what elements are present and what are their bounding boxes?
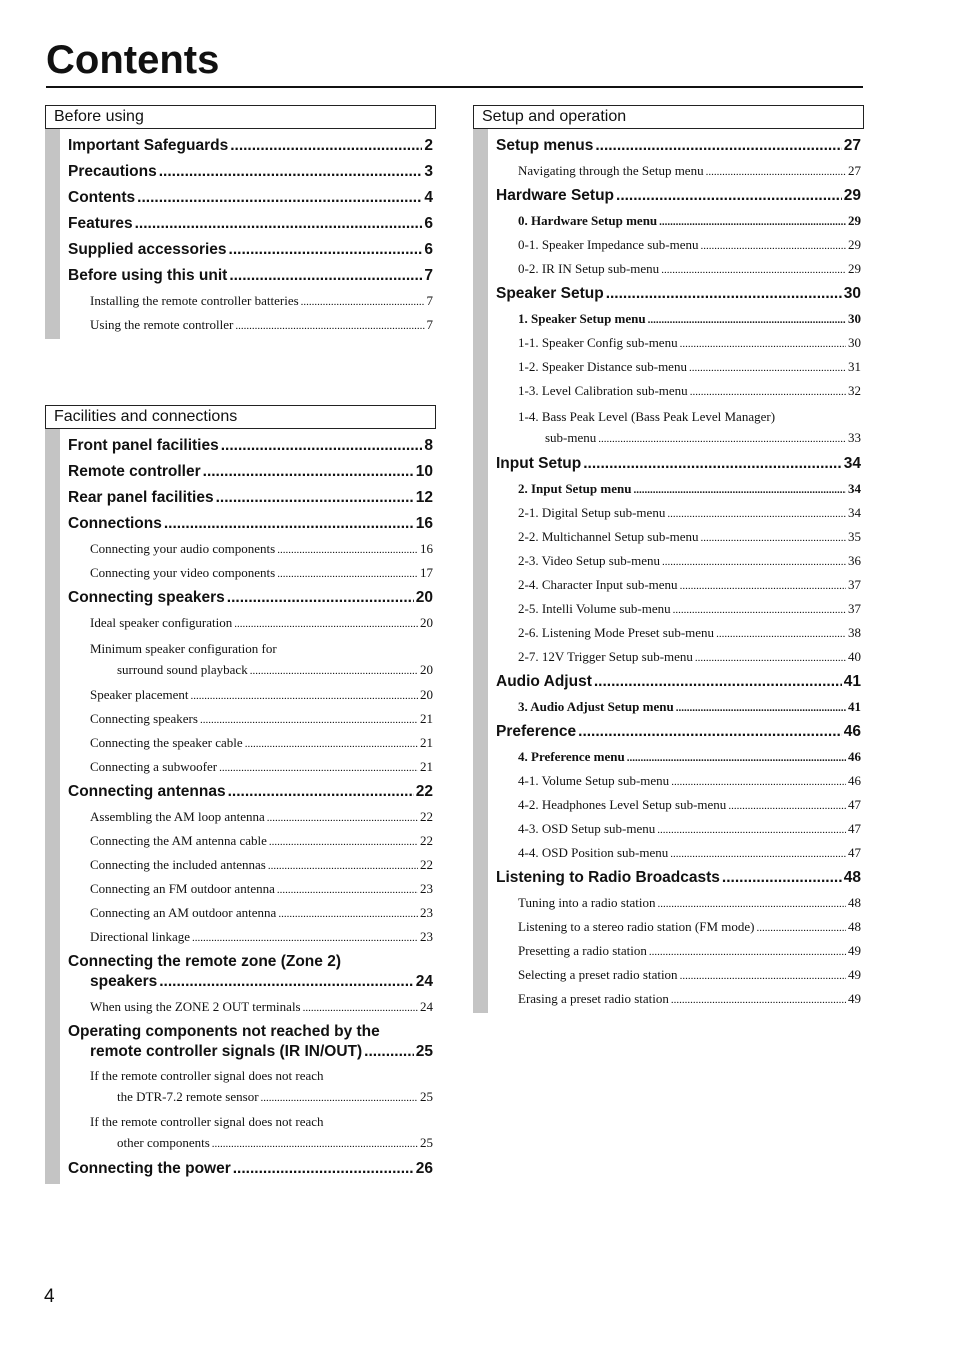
entry-label-line1: Connecting the remote zone (Zone 2) bbox=[68, 953, 341, 970]
toc-subentry-audio-components[interactable] bbox=[68, 537, 433, 561]
entry-label: 2-7. 12V Trigger Setup sub-menu bbox=[518, 649, 693, 664]
leader-dots bbox=[203, 459, 414, 485]
page-ref: 49 bbox=[848, 943, 861, 958]
leader-dots bbox=[191, 684, 418, 707]
toc-subentry-using-remote[interactable] bbox=[68, 313, 433, 337]
leader-dots bbox=[216, 485, 414, 511]
entry-label: Connecting speakers bbox=[90, 711, 198, 726]
entry-label: Input Setup bbox=[496, 455, 582, 472]
toc-entry-connecting-antennas[interactable] bbox=[68, 779, 433, 805]
toc-entry-radio-broadcasts[interactable] bbox=[496, 865, 861, 891]
leader-dots bbox=[301, 290, 425, 313]
entry-label: Connecting the included antennas bbox=[90, 857, 266, 872]
toc-subentry-multichannel-setup[interactable] bbox=[496, 525, 861, 549]
leader-dots bbox=[701, 234, 847, 257]
leader-dots bbox=[219, 756, 418, 779]
leader-dots bbox=[661, 258, 846, 281]
page-ref: 21 bbox=[420, 735, 433, 750]
entry-label-line2: remote controller signals (IR IN/OUT) bbox=[90, 1043, 363, 1060]
toc-entry-speaker-setup[interactable] bbox=[496, 281, 861, 307]
entry-label: Features bbox=[68, 215, 133, 232]
entry-label-line2: the DTR-7.2 remote sensor bbox=[117, 1089, 259, 1104]
leader-dots bbox=[648, 308, 846, 331]
toc-subentry-osd-position[interactable] bbox=[496, 841, 861, 865]
section-header: Facilities and connections bbox=[45, 405, 436, 429]
entry-label: Connecting a subwoofer bbox=[90, 759, 218, 774]
leader-dots bbox=[627, 746, 846, 769]
page-ref: 20 bbox=[420, 662, 433, 677]
toc-subentry-fm-outdoor-antenna[interactable] bbox=[68, 877, 433, 901]
page-ref: 41 bbox=[848, 699, 861, 714]
entry-label: 1-3. Level Calibration sub-menu bbox=[518, 383, 688, 398]
leader-dots bbox=[583, 451, 842, 477]
entry-label-line2: speakers bbox=[90, 973, 158, 990]
page-ref: 23 bbox=[420, 929, 433, 944]
entry-label: 2-5. Intelli Volume sub-menu bbox=[518, 601, 671, 616]
page-ref: 6 bbox=[424, 215, 433, 232]
entry-label: 2-2. Multichannel Setup sub-menu bbox=[518, 529, 699, 544]
leader-dots bbox=[671, 770, 846, 793]
entry-label: 1. Speaker Setup menu bbox=[518, 311, 646, 326]
toc-subentry-stereo-radio[interactable] bbox=[496, 915, 861, 939]
page-ref: 29 bbox=[848, 261, 861, 276]
entry-label-line2: sub-menu bbox=[545, 430, 597, 445]
leader-dots bbox=[233, 1156, 414, 1182]
entry-label: 1-1. Speaker Config sub-menu bbox=[518, 335, 678, 350]
page-ref: 47 bbox=[848, 797, 861, 812]
page-ref: 25 bbox=[420, 1089, 433, 1104]
page-ref: 21 bbox=[420, 711, 433, 726]
page-ref: 40 bbox=[848, 649, 861, 664]
page-ref: 3 bbox=[424, 163, 433, 180]
section-body bbox=[473, 129, 864, 1013]
toc-subentry-am-loop-antenna[interactable] bbox=[68, 805, 433, 829]
page-ref: 47 bbox=[848, 821, 861, 836]
entry-label: 4. Preference menu bbox=[518, 749, 625, 764]
toc-subentry-listening-mode-preset[interactable] bbox=[496, 621, 861, 645]
page-ref: 21 bbox=[420, 759, 433, 774]
entry-label: Speaker Setup bbox=[496, 285, 604, 302]
toc-subentry-input-setup-menu[interactable] bbox=[496, 477, 861, 501]
page-ref: 48 bbox=[848, 919, 861, 934]
leader-dots bbox=[229, 263, 422, 289]
toc-subentry-osd-setup[interactable] bbox=[496, 817, 861, 841]
title-divider bbox=[46, 86, 863, 88]
page-ref: 23 bbox=[420, 905, 433, 920]
leader-dots bbox=[706, 160, 846, 183]
page-ref: 30 bbox=[848, 311, 861, 326]
entry-label-line2: surround sound playback bbox=[117, 662, 248, 677]
page-ref: 48 bbox=[843, 869, 861, 886]
leader-dots bbox=[680, 964, 846, 987]
entry-label: 3. Audio Adjust Setup menu bbox=[518, 699, 674, 714]
page-ref: 22 bbox=[420, 857, 433, 872]
entry-label: 2-1. Digital Setup sub-menu bbox=[518, 505, 666, 520]
entry-label: Important Safeguards bbox=[68, 137, 229, 154]
entry-label: Precautions bbox=[68, 163, 157, 180]
entry-label: Directional linkage bbox=[90, 929, 190, 944]
leader-dots bbox=[594, 669, 842, 695]
leader-dots bbox=[164, 511, 414, 537]
section-body bbox=[45, 129, 436, 339]
entry-label: When using the ZONE 2 OUT terminals bbox=[90, 999, 301, 1014]
entry-label: Connecting speakers bbox=[68, 589, 225, 606]
page-ref: 16 bbox=[420, 541, 433, 556]
leader-dots bbox=[689, 356, 846, 379]
entry-label: Connecting an FM outdoor antenna bbox=[90, 881, 275, 896]
entry-label: Navigating through the Setup menu bbox=[518, 163, 704, 178]
entry-label: Listening to Radio Broadcasts bbox=[496, 869, 720, 886]
page-ref: 48 bbox=[848, 895, 861, 910]
toc-subentry-navigating-setup[interactable] bbox=[496, 159, 861, 183]
toc-subentry-video-setup[interactable] bbox=[496, 549, 861, 573]
leader-dots bbox=[616, 183, 842, 209]
page-ref: 4 bbox=[424, 189, 433, 206]
toc-entry-hardware-setup[interactable] bbox=[496, 183, 861, 209]
toc-subentry-other-components[interactable] bbox=[68, 1111, 433, 1154]
page-ref: 37 bbox=[848, 601, 861, 616]
entry-label-line1: Operating components not reached by the bbox=[68, 1023, 380, 1040]
toc-subentry-bass-peak-level[interactable] bbox=[496, 406, 861, 449]
page-ref: 36 bbox=[848, 553, 861, 568]
entry-label: Preference bbox=[496, 723, 577, 740]
page-ref: 20 bbox=[420, 615, 433, 630]
toc-entry-before-using-this-unit[interactable] bbox=[68, 263, 433, 289]
entry-label: Connecting the AM antenna cable bbox=[90, 833, 267, 848]
leader-dots bbox=[135, 211, 423, 237]
toc-entry-connections[interactable] bbox=[68, 511, 433, 537]
leader-dots bbox=[245, 732, 418, 755]
entry-label: Contents bbox=[68, 189, 136, 206]
page-ref: 26 bbox=[415, 1160, 433, 1177]
page-ref: 30 bbox=[848, 335, 861, 350]
page-ref: 7 bbox=[426, 317, 433, 332]
leader-dots bbox=[277, 878, 418, 901]
page-ref: 24 bbox=[420, 999, 433, 1014]
leader-dots bbox=[722, 865, 842, 891]
entry-label: Audio Adjust bbox=[496, 673, 592, 690]
entry-label: Listening to a stereo radio station (FM mode) bbox=[518, 919, 755, 934]
entry-label-line1: If the remote controller signal does not reach bbox=[90, 1114, 324, 1129]
entry-label: Presetting a radio station bbox=[518, 943, 647, 958]
leader-dots bbox=[250, 660, 418, 681]
leader-dots bbox=[673, 598, 846, 621]
toc-subentry-speaker-distance[interactable] bbox=[496, 355, 861, 379]
toc-subentry-directional-linkage[interactable] bbox=[68, 925, 433, 949]
leader-dots bbox=[657, 818, 846, 841]
toc-subentry-am-outdoor-antenna[interactable] bbox=[68, 901, 433, 925]
leader-dots bbox=[303, 996, 418, 1019]
toc-subentry-ir-in-setup[interactable] bbox=[496, 257, 861, 281]
entry-label-line1: If the remote controller signal does not reach bbox=[90, 1068, 324, 1083]
toc-subentry-volume-setup[interactable] bbox=[496, 769, 861, 793]
section-facilities bbox=[45, 405, 436, 1184]
page-ref: 10 bbox=[415, 463, 433, 480]
page-ref: 22 bbox=[415, 783, 433, 800]
toc-entry-ir-in-out[interactable] bbox=[68, 1022, 433, 1062]
toc-subentry-connecting-speakers[interactable] bbox=[68, 707, 433, 731]
section-setup-operation bbox=[473, 105, 864, 1013]
toc-entry-precautions[interactable] bbox=[68, 159, 433, 185]
page-ref: 7 bbox=[426, 293, 433, 308]
leader-dots bbox=[695, 646, 846, 669]
page-ref: 7 bbox=[424, 267, 433, 284]
page-ref: 12 bbox=[415, 489, 433, 506]
leader-dots bbox=[657, 892, 846, 915]
leader-dots bbox=[277, 538, 418, 561]
toc-subentry-character-input[interactable] bbox=[496, 573, 861, 597]
page-ref: 22 bbox=[420, 833, 433, 848]
leader-dots bbox=[690, 380, 846, 403]
page-ref: 29 bbox=[848, 237, 861, 252]
entry-label: Tuning into a radio station bbox=[518, 895, 656, 910]
entry-label: Rear panel facilities bbox=[68, 489, 214, 506]
section-body bbox=[45, 429, 436, 1184]
toc-entry-connecting-speakers[interactable] bbox=[68, 585, 433, 611]
leader-dots bbox=[671, 988, 846, 1011]
leader-dots bbox=[261, 1087, 418, 1108]
page-ref: 27 bbox=[843, 137, 861, 154]
leader-dots bbox=[229, 237, 423, 263]
entry-label: Connecting antennas bbox=[68, 783, 226, 800]
page-ref: 17 bbox=[420, 565, 433, 580]
entry-label-line1: Minimum speaker configuration for bbox=[90, 641, 277, 656]
leader-dots bbox=[701, 526, 846, 549]
toc-entry-front-panel[interactable] bbox=[68, 433, 433, 459]
toc-entry-remote-zone-speakers[interactable] bbox=[68, 952, 433, 992]
entry-label: 2-4. Character Input sub-menu bbox=[518, 577, 678, 592]
leader-dots bbox=[659, 210, 846, 233]
toc-entry-important-safeguards[interactable] bbox=[68, 133, 433, 159]
entry-label: Connecting the power bbox=[68, 1160, 231, 1177]
entry-label: Hardware Setup bbox=[496, 187, 615, 204]
toc-subentry-speaker-cable[interactable] bbox=[68, 731, 433, 755]
leader-dots bbox=[756, 916, 846, 939]
entry-label: 4-3. OSD Setup sub-menu bbox=[518, 821, 656, 836]
toc-subentry-speaker-setup-menu[interactable] bbox=[496, 307, 861, 331]
toc-subentry-12v-trigger[interactable] bbox=[496, 645, 861, 669]
leader-dots bbox=[228, 779, 414, 805]
leader-dots bbox=[212, 1133, 418, 1154]
toc-subentry-video-components[interactable] bbox=[68, 561, 433, 585]
entry-label: Installing the remote controller batteries bbox=[90, 293, 299, 308]
leader-dots bbox=[159, 159, 423, 185]
leader-dots bbox=[595, 133, 841, 159]
leader-dots bbox=[649, 940, 846, 963]
entry-label: Speaker placement bbox=[90, 687, 189, 702]
toc-subentry-intelli-volume[interactable] bbox=[496, 597, 861, 621]
page-ref: 27 bbox=[848, 163, 861, 178]
leader-dots bbox=[269, 830, 418, 853]
toc-subentry-audio-adjust-menu[interactable] bbox=[496, 695, 861, 719]
page-ref: 47 bbox=[848, 845, 861, 860]
entry-label: Front panel facilities bbox=[68, 437, 219, 454]
toc-entry-preference[interactable] bbox=[496, 719, 861, 745]
entry-label: 0. Hardware Setup menu bbox=[518, 213, 658, 228]
page-ref: 6 bbox=[424, 241, 433, 258]
page-number: 4 bbox=[44, 1286, 55, 1307]
toc-subentry-headphones-level[interactable] bbox=[496, 793, 861, 817]
toc-subentry-ideal-speaker-config[interactable] bbox=[68, 611, 433, 635]
leader-dots bbox=[670, 842, 846, 865]
entry-label: Connections bbox=[68, 515, 162, 532]
toc-entry-input-setup[interactable] bbox=[496, 451, 861, 477]
entry-label: 0-1. Speaker Impedance sub-menu bbox=[518, 237, 699, 252]
page-ref: 8 bbox=[424, 437, 433, 454]
toc-subentry-tuning-radio[interactable] bbox=[496, 891, 861, 915]
leader-dots bbox=[278, 902, 418, 925]
entry-label: Erasing a preset radio station bbox=[518, 991, 669, 1006]
entry-label: 4-1. Volume Setup sub-menu bbox=[518, 773, 670, 788]
toc-entry-remote-controller[interactable] bbox=[68, 459, 433, 485]
entry-label: 4-4. OSD Position sub-menu bbox=[518, 845, 669, 860]
page-ref: 38 bbox=[848, 625, 861, 640]
entry-label: Connecting your video components bbox=[90, 565, 276, 580]
leader-dots bbox=[192, 926, 418, 949]
leader-dots bbox=[676, 696, 846, 719]
page-ref: 24 bbox=[415, 973, 433, 990]
page-ref: 29 bbox=[843, 187, 861, 204]
page-ref: 30 bbox=[843, 285, 861, 302]
leader-dots bbox=[667, 502, 846, 525]
page-ref: 16 bbox=[415, 515, 433, 532]
page-ref: 32 bbox=[848, 383, 861, 398]
section-header: Before using bbox=[45, 105, 436, 129]
entry-label: Connecting your audio components bbox=[90, 541, 276, 556]
section-header: Setup and operation bbox=[473, 105, 864, 129]
page-ref: 49 bbox=[848, 967, 861, 982]
entry-label: Selecting a preset radio station bbox=[518, 967, 678, 982]
leader-dots bbox=[221, 433, 423, 459]
entry-label: 4-2. Headphones Level Setup sub-menu bbox=[518, 797, 727, 812]
entry-label: 0-2. IR IN Setup sub-menu bbox=[518, 261, 660, 276]
leader-dots bbox=[200, 708, 418, 731]
leader-dots bbox=[716, 622, 846, 645]
leader-dots bbox=[680, 574, 846, 597]
toc-subentry-subwoofer[interactable] bbox=[68, 755, 433, 779]
page-ref: 34 bbox=[843, 455, 861, 472]
toc-subentry-selecting-preset[interactable] bbox=[496, 963, 861, 987]
toc-entry-connecting-power[interactable] bbox=[68, 1156, 433, 1182]
toc-subentry-installing-batteries[interactable] bbox=[68, 289, 433, 313]
entry-label: 2-3. Video Setup sub-menu bbox=[518, 553, 660, 568]
entry-label: Ideal speaker configuration bbox=[90, 615, 233, 630]
toc-subentry-am-antenna-cable[interactable] bbox=[68, 829, 433, 853]
leader-dots bbox=[578, 719, 842, 745]
page-ref: 29 bbox=[848, 213, 861, 228]
leader-dots bbox=[633, 478, 846, 501]
toc-subentry-level-calibration[interactable] bbox=[496, 379, 861, 403]
leader-dots bbox=[728, 794, 846, 817]
leader-dots bbox=[137, 185, 422, 211]
toc-subentry-included-antennas[interactable] bbox=[68, 853, 433, 877]
page-ref: 33 bbox=[848, 430, 861, 445]
toc-subentry-speaker-impedance[interactable] bbox=[496, 233, 861, 257]
page-ref: 49 bbox=[848, 991, 861, 1006]
toc-entry-setup-menus[interactable] bbox=[496, 133, 861, 159]
toc-subentry-speaker-placement[interactable] bbox=[68, 683, 433, 707]
page-ref: 31 bbox=[848, 359, 861, 374]
page-ref: 23 bbox=[420, 881, 433, 896]
page-ref: 2 bbox=[424, 137, 433, 154]
entry-label: Connecting an AM outdoor antenna bbox=[90, 905, 277, 920]
leader-dots bbox=[230, 133, 422, 159]
entry-label: 2. Input Setup menu bbox=[518, 481, 632, 496]
toc-entry-audio-adjust[interactable] bbox=[496, 669, 861, 695]
entry-label-line1: 1-4. Bass Peak Level (Bass Peak Level Manager) bbox=[518, 409, 776, 424]
page-ref: 41 bbox=[843, 673, 861, 690]
entry-label: Before using this unit bbox=[68, 267, 228, 284]
page-ref: 46 bbox=[848, 773, 861, 788]
leader-dots bbox=[277, 562, 418, 585]
entry-label: 2-6. Listening Mode Preset sub-menu bbox=[518, 625, 715, 640]
page-ref: 35 bbox=[848, 529, 861, 544]
leader-dots bbox=[680, 332, 846, 355]
entry-label: Supplied accessories bbox=[68, 241, 227, 258]
toc-subentry-digital-setup[interactable] bbox=[496, 501, 861, 525]
page-ref: 25 bbox=[415, 1043, 433, 1060]
leader-dots bbox=[234, 612, 418, 635]
page-title: Contents bbox=[46, 38, 220, 82]
leader-dots bbox=[268, 854, 418, 877]
leader-dots bbox=[662, 550, 846, 573]
leader-dots bbox=[235, 314, 424, 337]
page-ref: 25 bbox=[420, 1135, 433, 1150]
toc-subentry-minimum-speaker-config[interactable] bbox=[68, 638, 433, 681]
toc-entry-features[interactable] bbox=[68, 211, 433, 237]
section-before-using bbox=[45, 105, 436, 339]
entry-label: Setup menus bbox=[496, 137, 594, 154]
leader-dots bbox=[606, 281, 842, 307]
leader-dots bbox=[598, 428, 846, 449]
page-ref: 34 bbox=[848, 505, 861, 520]
page-ref: 37 bbox=[848, 577, 861, 592]
toc-subentry-remote-sensor[interactable] bbox=[68, 1065, 433, 1108]
leader-dots bbox=[364, 1042, 414, 1062]
leader-dots bbox=[227, 585, 414, 611]
toc-entry-rear-panel[interactable] bbox=[68, 485, 433, 511]
toc-entry-supplied-accessories[interactable] bbox=[68, 237, 433, 263]
entry-label: Remote controller bbox=[68, 463, 201, 480]
page-ref: 34 bbox=[848, 481, 861, 496]
entry-label: 1-2. Speaker Distance sub-menu bbox=[518, 359, 687, 374]
leader-dots bbox=[267, 806, 418, 829]
page-ref: 20 bbox=[415, 589, 433, 606]
page-ref: 46 bbox=[848, 749, 861, 764]
toc-subentry-presetting-radio[interactable] bbox=[496, 939, 861, 963]
entry-label: Using the remote controller bbox=[90, 317, 234, 332]
toc-subentry-hardware-setup-menu[interactable] bbox=[496, 209, 861, 233]
leader-dots bbox=[159, 972, 414, 992]
entry-label: Connecting the speaker cable bbox=[90, 735, 243, 750]
toc-entry-contents[interactable] bbox=[68, 185, 433, 211]
page-ref: 22 bbox=[420, 809, 433, 824]
toc-subentry-preference-menu[interactable] bbox=[496, 745, 861, 769]
toc-subentry-speaker-config[interactable] bbox=[496, 331, 861, 355]
entry-label: Assembling the AM loop antenna bbox=[90, 809, 265, 824]
toc-subentry-zone2-out-terminals[interactable] bbox=[68, 995, 433, 1019]
page-ref: 20 bbox=[420, 687, 433, 702]
entry-label-line2: other components bbox=[117, 1135, 210, 1150]
toc-subentry-erasing-preset[interactable] bbox=[496, 987, 861, 1011]
page-ref: 46 bbox=[843, 723, 861, 740]
